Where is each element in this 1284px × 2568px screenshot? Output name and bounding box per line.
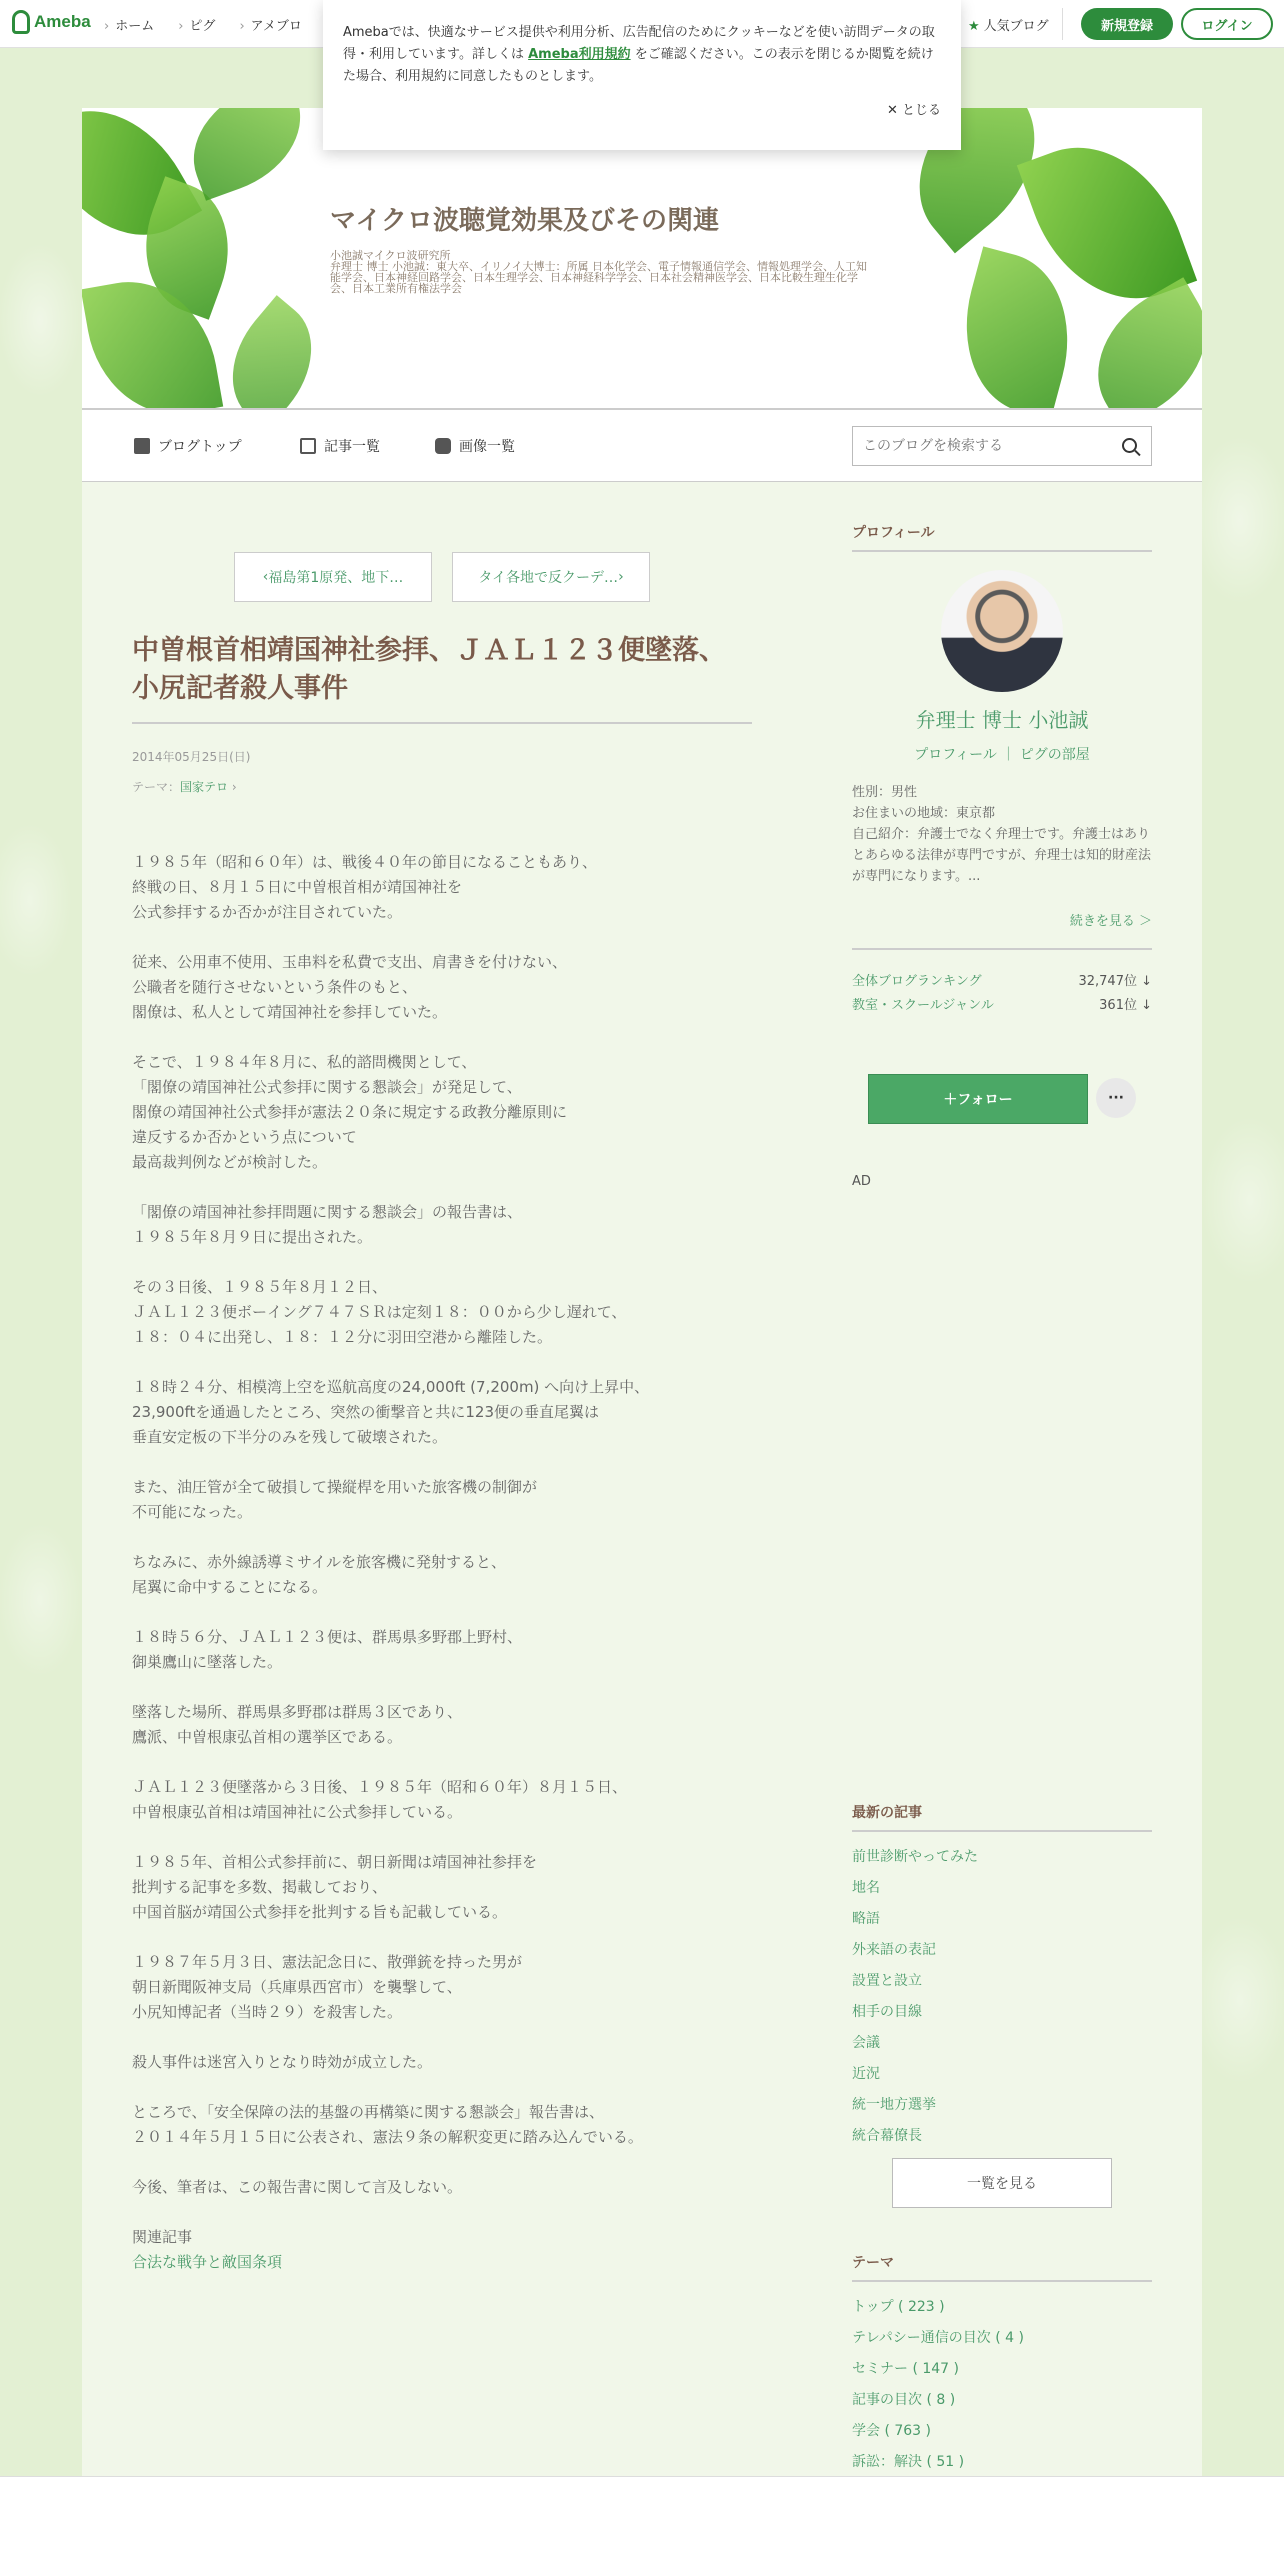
- article-paragraph: [132, 1475, 772, 1525]
- paragraph-line: そこで、１９８４年８月に、私的諮問機関として、: [132, 1053, 477, 1071]
- article-paragraphs: [132, 850, 772, 2200]
- article-paragraph: [132, 2050, 772, 2075]
- paragraph-line: ＪＡＬ１２３便ボーイング７４７ＳＲは定刻１８：００から少し遅れて、: [132, 1303, 627, 1321]
- theme-link[interactable]: 国家テロ: [180, 780, 229, 794]
- paragraph-line: 朝日新聞阪神支局（兵庫県西宮市）を襲撃して、: [132, 1978, 462, 1996]
- article-paragraph: [132, 2100, 772, 2150]
- themes-section: [852, 2252, 1152, 2478]
- ranking-row[interactable]: 教室・スクールジャンル 361位 ↓: [852, 998, 1152, 1013]
- ranking-divider: [852, 948, 1152, 950]
- paragraph-line: 公職者を随行させないという条件のもと、: [132, 978, 418, 996]
- ad-label: AD: [852, 1174, 871, 1189]
- recent-list: [852, 1842, 1152, 2152]
- paragraph-line: 23,900ftを通過したところ、突然の衝撃音と共に123便の垂直尾翼は: [132, 1403, 600, 1421]
- paragraph-line: 殺人事件は迷宮入りとなり時効が成立した。: [132, 2053, 433, 2071]
- avatar[interactable]: [941, 570, 1063, 692]
- paragraph-line: 中曽根康弘首相は靖国神社に公式参拝している。: [132, 1803, 463, 1821]
- theme-link[interactable]: トップ ( 223 ): [852, 2299, 945, 2315]
- article-paragraph: [132, 950, 772, 1025]
- article-paragraph: [132, 1700, 772, 1750]
- article-paragraph: [132, 1950, 772, 2025]
- paragraph-line: １９８５年（昭和６０年）は、戦後４０年の節目になることもあり、: [132, 853, 598, 871]
- paragraph-line: 違反するか否かという点について: [132, 1128, 357, 1146]
- paragraph-line: １９８７年５月３日、憲法記念日に、散弾銃を持った男が: [132, 1953, 523, 1971]
- follow-button[interactable]: ＋フォロー: [868, 1074, 1088, 1124]
- article-list-link[interactable]: 記事一覧: [300, 436, 380, 456]
- cookie-notice: [323, 0, 961, 150]
- paragraph-line: １８時２４分、相模湾上空を巡航高度の24,000ft (7,200m) へ向け上昇中、: [132, 1378, 650, 1396]
- paragraph-line: ところで、「安全保障の法的基盤の再構築に関する懇談会」報告書は、: [132, 2103, 605, 2121]
- theme-link[interactable]: セミナー ( 147 ): [852, 2361, 959, 2377]
- profile-name[interactable]: 弁理士 博士 小池誠: [915, 708, 1089, 732]
- blog-nav: [82, 408, 1202, 482]
- article-theme: テーマ：国家テロ ›: [132, 780, 237, 794]
- top-nav: [104, 0, 302, 48]
- article-paragraph: [132, 1050, 772, 1175]
- profile-heading: プロフィール: [852, 522, 1152, 552]
- paragraph-line: 鷹派、中曽根康弘首相の選挙区である。: [132, 1728, 403, 1746]
- article-paragraph: [132, 1625, 772, 1675]
- paragraph-line: 御巣鷹山に墜落した。: [132, 1653, 283, 1671]
- paragraph-line: 今後、筆者は、この報告書に関して言及しない。: [132, 2178, 463, 2196]
- recent-articles-section: [852, 1802, 1152, 2192]
- star-icon: ★: [968, 19, 980, 34]
- paragraph-line: 終戦の日、８月１５日に中曽根首相が靖国神社を: [132, 878, 463, 896]
- blog-title[interactable]: マイクロ波聴覚効果及びその関連: [330, 206, 719, 236]
- blog-header: [82, 108, 1202, 408]
- article-title[interactable]: 中曽根首相靖国神社参拝、ＪＡＬ１２３便墜落、小尻記者殺人事件: [132, 635, 726, 704]
- recent-heading: 最新の記事: [852, 1802, 1152, 1832]
- ameba-mark-icon: [12, 10, 30, 34]
- leaf-decoration: [175, 108, 319, 201]
- main-content: [82, 482, 1202, 2476]
- paragraph-line: ＪＡＬ１２３便墜落から３日後、１９８５年（昭和６０年）８月１５日、: [132, 1778, 628, 1796]
- article-paragraph: [132, 1775, 772, 1825]
- themes-heading: テーマ: [852, 2252, 1152, 2282]
- profile-links: プロフィール ｜ ピグの部屋: [914, 747, 1090, 763]
- footer: [0, 2476, 1284, 2568]
- recent-article-link[interactable]: 統合幕僚長: [852, 2128, 922, 2144]
- theme-link[interactable]: 訴訟：解決 ( 51 ): [852, 2454, 965, 2470]
- paragraph-line: 閣僚の靖国神社公式参拝が憲法２０条に規定する政教分離原則に: [132, 1103, 568, 1121]
- paragraph-line: 公式参拝するか否かが注目されていた。: [132, 903, 403, 921]
- paragraph-line: ２０１４年５月１５日に公表され、憲法９条の解釈変更に踏み込んでいる。: [132, 2128, 643, 2146]
- theme-link[interactable]: テレパシー通信の目次 ( 4 ): [852, 2330, 1024, 2346]
- article-paragraph: [132, 1850, 772, 1925]
- blog-search: [852, 426, 1152, 466]
- profile-link[interactable]: プロフィール: [914, 747, 997, 763]
- article-body: [132, 850, 772, 2275]
- paragraph-line: ちなみに、赤外線誘導ミサイルを旅客機に発射すると、: [132, 1553, 506, 1571]
- theme-link[interactable]: 学会 ( 763 ): [852, 2423, 931, 2439]
- article-paragraph: [132, 1550, 772, 1600]
- nav-home[interactable]: › ホーム: [104, 15, 154, 34]
- leaf-decoration: [206, 295, 338, 408]
- recent-article-link[interactable]: 略語: [852, 1911, 880, 1927]
- recent-article-link[interactable]: 相手の目線: [852, 2004, 922, 2020]
- close-icon: ✕: [886, 103, 902, 118]
- paragraph-line: １９８５年８月９日に提出された。: [132, 1228, 373, 1246]
- article-paragraph: [132, 1200, 772, 1250]
- search-icon[interactable]: [1122, 438, 1137, 453]
- ameba-logo[interactable]: Ameba: [12, 10, 91, 34]
- blog-description: 小池誠マイクロ波研究所 弁理士 博士 小池誠：東大卒、イリノイ大博士：所属 日本化学会、電子情報通信学会、情報処理学会、人工知能学会、日本神経回路学会、日本生理学会、日本神経科学学会、日本社会精神医学会、日本比較生理生化学会、日本工業所有権法学会: [330, 249, 868, 295]
- paragraph-line: 尾翼に命中することになる。: [132, 1578, 328, 1596]
- recent-article-link[interactable]: 外来語の表記: [852, 1942, 936, 1958]
- nav-ameblo[interactable]: › アメブロ: [239, 15, 301, 34]
- related-article-link[interactable]: 合法な戦争と敵国条項: [132, 2253, 283, 2271]
- image-list-link[interactable]: 画像一覧: [435, 436, 515, 456]
- paragraph-line: また、油圧管が全て破損して操縦桿を用いた旅客機の制御が: [132, 1478, 538, 1496]
- themes-list: [852, 2292, 1152, 2478]
- nav-pig[interactable]: › ピグ: [178, 15, 215, 34]
- article-paragraph: [132, 1375, 772, 1450]
- login-button[interactable]: ログイン: [1181, 8, 1273, 40]
- divider: [1062, 8, 1063, 40]
- paragraph-line: 最高裁判例などが検討した。: [132, 1153, 328, 1171]
- recent-article-link[interactable]: 会議: [852, 2035, 880, 2051]
- recent-article-link[interactable]: 設置と設立: [852, 1973, 922, 1989]
- paragraph-line: １８：０４に出発し、１８：１２分に羽田空港から離陸した。: [132, 1328, 553, 1346]
- ranking-row[interactable]: 全体ブログランキング 32,747位 ↓: [852, 974, 1152, 989]
- recent-article-link[interactable]: 地名: [852, 1880, 880, 1896]
- cookie-text-1: Amebaでは、快適なサービス提供や利用分析、広告配信のためにクッキーなどを使い訪問データの取得・利用しています。詳しくは: [343, 25, 935, 62]
- cookie-close-button[interactable]: ✕ とじる: [886, 103, 941, 118]
- paragraph-line: 閣僚は、私人として靖国神社を参拝していた。: [132, 1003, 448, 1021]
- paragraph-line: 不可能になった。: [132, 1503, 253, 1521]
- recent-article-link[interactable]: 近況: [852, 2066, 880, 2082]
- popular-blog-link[interactable]: ★ 人気ブログ: [968, 19, 1049, 34]
- terms-link[interactable]: Ameba利用規約: [528, 47, 631, 62]
- title-divider: [132, 722, 752, 724]
- blog-search-input[interactable]: [853, 427, 1103, 465]
- paragraph-line: 従来、公用車不使用、玉串料を私費で支出、肩書きを付けない、: [132, 953, 568, 971]
- copy-icon: [300, 438, 316, 454]
- paragraph-line: 垂直安定板の下半分のみを残して破壊された。: [132, 1428, 448, 1446]
- paragraph-line: 墜落した場所、群馬県多野郡は群馬３区であり、: [132, 1703, 463, 1721]
- paragraph-line: 中国首脳が靖国公式参拝を批判する旨も記載している。: [132, 1903, 508, 1921]
- profile-section: [852, 522, 1152, 1302]
- paragraph-line: 批判する記事を多数、掲載しており、: [132, 1878, 388, 1896]
- paragraph-line: 小尻知博記者（当時２９）を殺害した。: [132, 2003, 403, 2021]
- paragraph-line: 「閣僚の靖国神社参拝問題に関する懇談会」の報告書は、: [132, 1203, 523, 1221]
- recent-article-link[interactable]: 統一地方選挙: [852, 2097, 936, 2113]
- theme-link[interactable]: 記事の目次 ( 8 ): [852, 2392, 956, 2408]
- pig-room-link[interactable]: ピグの部屋: [1019, 747, 1090, 763]
- paragraph-line: 「閣僚の靖国神社公式参拝に関する懇談会」が発足して、: [132, 1078, 522, 1096]
- paragraph-line: その３日後、１９８５年８月１２日、: [132, 1278, 388, 1296]
- article-date: 2014年05月25日(日): [132, 750, 251, 764]
- related-label: 関連記事: [132, 2228, 193, 2246]
- next-article-button[interactable]: タイ各地で反クーデ… ›: [452, 552, 650, 602]
- see-all-button[interactable]: 一覧を見る: [892, 2158, 1112, 2208]
- more-options-button[interactable]: ···: [1096, 1078, 1136, 1118]
- profile-info: 性別：男性 お住まいの地域：東京都 自己紹介：弁護士でなく弁理士です。弁護士はありとあらゆる法律が専門ですが、弁理士は知的財産法が専門になります。...: [852, 785, 1152, 884]
- recent-article-link[interactable]: 前世診断やってみた: [852, 1849, 978, 1865]
- cookie-text-2: をご確認ください。この表示を閉じるか閲覧を続けた場合、利用規約に同意したものとします。: [343, 47, 934, 84]
- prev-article-button[interactable]: ‹ 福島第1原発、地下…: [234, 552, 432, 602]
- leaf-decoration: [944, 246, 1089, 408]
- article-paragraph: [132, 850, 772, 925]
- paragraph-line: １８時５６分、ＪＡＬ１２３便は、群馬県多野郡上野村、: [132, 1628, 523, 1646]
- register-button[interactable]: 新規登録: [1081, 8, 1173, 40]
- camera-icon: [435, 438, 451, 454]
- read-more-link[interactable]: 続きを見る ＞: [1069, 914, 1152, 929]
- article-paragraph: [132, 1275, 772, 1350]
- blog-top-link[interactable]: ブログトップ: [134, 436, 242, 456]
- document-icon: [134, 438, 150, 454]
- article-paragraph: [132, 2175, 772, 2200]
- paragraph-line: １９８５年、首相公式参拝前に、朝日新聞は靖国神社参拝を: [132, 1853, 538, 1871]
